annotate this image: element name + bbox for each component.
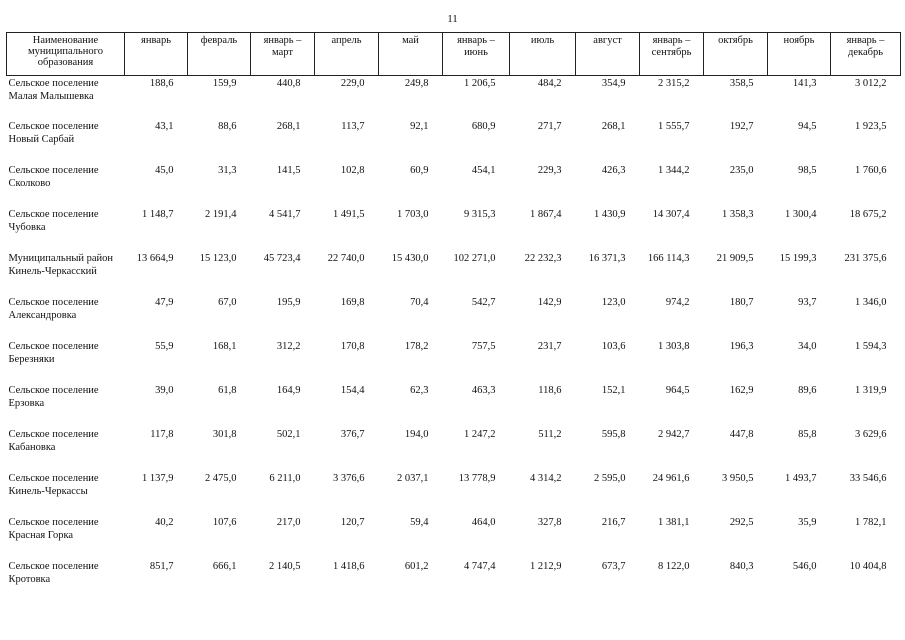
municipality-name: Александровка [8,310,77,321]
value-cell: 118,6 [538,385,562,396]
value-cell: 1 782,1 [855,517,887,528]
value-cell: 1 703,0 [397,209,429,220]
value-cell: 15 123,0 [199,253,237,264]
municipality-name-cell [7,340,125,384]
table-row [7,340,901,384]
value-cell: 188,6 [149,78,174,89]
table-row [7,208,901,252]
municipality-name-cell [7,76,125,121]
value-cell: 601,2 [404,561,429,572]
value-cell: 34,0 [798,341,817,352]
value-cell: 45 723,4 [263,253,301,264]
column-header: январь – март [251,33,315,76]
value-cell: 152,1 [601,385,626,396]
column-header: июль [510,33,576,76]
column-header: январь [125,33,188,76]
municipality-type: Сельское поселение [8,297,99,308]
value-cell: 15 430,0 [391,253,429,264]
table-row [7,252,901,296]
value-cell: 89,6 [798,385,817,396]
value-cell: 98,5 [798,165,817,176]
municipality-name-cell [7,384,125,428]
value-cell: 1 430,9 [594,209,626,220]
value-cell: 102,8 [340,165,365,176]
value-cell: 4 541,7 [269,209,301,220]
municipality-name: Кабановка [8,442,56,453]
value-cell: 10 404,8 [849,561,887,572]
municipality-type: Муниципальный район [8,253,114,264]
value-cell: 1 303,8 [658,341,690,352]
value-cell: 542,7 [471,297,496,308]
value-cell: 22 740,0 [327,253,365,264]
value-cell: 426,3 [601,165,626,176]
value-cell: 292,5 [729,517,754,528]
value-cell: 35,9 [798,517,817,528]
value-cell: 595,8 [601,429,626,440]
value-cell: 231,7 [537,341,562,352]
municipality-name-cell [7,252,125,296]
value-cell: 3 376,6 [333,473,365,484]
value-cell: 447,8 [729,429,754,440]
value-cell: 178,2 [404,341,429,352]
value-cell: 673,7 [601,561,626,572]
value-cell: 170,8 [340,341,365,352]
value-cell: 85,8 [798,429,817,440]
value-cell: 194,0 [404,429,429,440]
value-cell: 3 629,6 [855,429,887,440]
value-cell: 88,6 [218,121,237,132]
value-cell: 120,7 [340,517,365,528]
value-cell: 70,4 [410,297,429,308]
value-cell: 196,3 [729,341,754,352]
column-header: Наименование муниципального образования [7,33,125,76]
value-cell: 376,7 [340,429,365,440]
municipality-name: Чубовка [8,222,46,233]
value-cell: 229,0 [340,78,365,89]
table-row [7,428,901,472]
value-cell: 6 211,0 [269,473,301,484]
value-cell: 169,8 [340,297,365,308]
value-cell: 142,9 [537,297,562,308]
value-cell: 440,8 [276,78,301,89]
value-cell: 141,3 [792,78,817,89]
value-cell: 103,6 [601,341,626,352]
value-cell: 327,8 [537,517,562,528]
municipality-name: Сколково [8,178,51,189]
value-cell: 2 595,0 [594,473,626,484]
value-cell: 511,2 [538,429,562,440]
value-cell: 61,8 [218,385,237,396]
data-table [6,32,901,604]
value-cell: 47,9 [155,297,174,308]
value-cell: 62,3 [410,385,429,396]
value-cell: 1 493,7 [785,473,817,484]
municipality-type: Сельское поселение [8,209,99,220]
municipality-name-cell [7,428,125,472]
value-cell: 268,1 [601,121,626,132]
value-cell: 502,1 [276,429,301,440]
value-cell: 14 307,4 [652,209,690,220]
value-cell: 231 375,6 [844,253,887,264]
value-cell: 15 199,3 [779,253,817,264]
table-row [7,164,901,208]
value-cell: 55,9 [155,341,174,352]
municipality-type: Сельское поселение [8,517,99,528]
value-cell: 13 778,9 [458,473,496,484]
value-cell: 1 418,6 [333,561,365,572]
value-cell: 268,1 [276,121,301,132]
value-cell: 301,8 [212,429,237,440]
municipality-name-cell [7,164,125,208]
value-cell: 107,6 [212,517,237,528]
value-cell: 113,7 [341,121,365,132]
value-cell: 43,1 [155,121,174,132]
value-cell: 2 475,0 [205,473,237,484]
value-cell: 117,8 [150,429,174,440]
value-cell: 59,4 [410,517,429,528]
value-cell: 2 140,5 [269,561,301,572]
municipality-name: Новый Сарбай [8,134,75,145]
value-cell: 312,2 [276,341,301,352]
municipality-name-cell [7,516,125,560]
value-cell: 1 300,4 [785,209,817,220]
value-cell: 1 319,9 [855,385,887,396]
municipality-type: Сельское поселение [8,473,99,484]
municipality-type: Сельское поселение [8,165,99,176]
value-cell: 1 247,2 [464,429,496,440]
value-cell: 974,2 [665,297,690,308]
table-row [7,560,901,604]
value-cell: 94,5 [798,121,817,132]
value-cell: 93,7 [798,297,817,308]
value-cell: 9 315,3 [464,209,496,220]
municipality-name: Кинель-Черкассы [8,486,88,497]
value-cell: 1 594,3 [855,341,887,352]
value-cell: 164,9 [276,385,301,396]
value-cell: 1 137,9 [142,473,174,484]
column-header: февраль [188,33,251,76]
value-cell: 1 923,5 [855,121,887,132]
value-cell: 249,8 [404,78,429,89]
table-row [7,384,901,428]
value-cell: 454,1 [471,165,496,176]
value-cell: 484,2 [537,78,562,89]
municipality-name: Кинель-Черкасский [8,266,97,277]
value-cell: 546,0 [792,561,817,572]
value-cell: 3 012,2 [855,78,887,89]
value-cell: 680,9 [471,121,496,132]
column-header: август [576,33,640,76]
value-cell: 964,5 [665,385,690,396]
table-row [7,472,901,516]
municipality-name-cell [7,560,125,604]
value-cell: 2 315,2 [658,78,690,89]
municipality-name: Ерзовка [8,398,45,409]
municipality-type: Сельское поселение [8,341,99,352]
value-cell: 162,9 [729,385,754,396]
value-cell: 229,3 [537,165,562,176]
column-header: январь – июнь [443,33,510,76]
municipality-name-cell [7,120,125,164]
value-cell: 123,0 [601,297,626,308]
value-cell: 216,7 [601,517,626,528]
table-body [7,76,901,605]
value-cell: 757,5 [471,341,496,352]
value-cell: 180,7 [729,297,754,308]
value-cell: 192,7 [729,121,754,132]
column-header: май [379,33,443,76]
value-cell: 235,0 [729,165,754,176]
value-cell: 60,9 [410,165,429,176]
value-cell: 195,9 [276,297,301,308]
value-cell: 217,0 [276,517,301,528]
value-cell: 1 760,6 [855,165,887,176]
value-cell: 851,7 [149,561,174,572]
value-cell: 1 346,0 [855,297,887,308]
value-cell: 2 037,1 [397,473,429,484]
value-cell: 159,9 [212,78,237,89]
value-cell: 271,7 [537,121,562,132]
value-cell: 33 546,6 [849,473,887,484]
municipality-name-cell [7,208,125,252]
value-cell: 1 206,5 [464,78,496,89]
value-cell: 67,0 [218,297,237,308]
value-cell: 4 314,2 [530,473,562,484]
municipality-type: Сельское поселение [8,385,99,396]
table-row [7,516,901,560]
value-cell: 2 942,7 [658,429,690,440]
value-cell: 354,9 [601,78,626,89]
municipality-type: Сельское поселение [8,78,99,89]
table-row [7,76,901,121]
value-cell: 1 491,5 [333,209,365,220]
value-cell: 1 555,7 [658,121,690,132]
value-cell: 8 122,0 [658,561,690,572]
value-cell: 463,3 [471,385,496,396]
value-cell: 3 950,5 [722,473,754,484]
page-number: 11 [447,13,458,25]
value-cell: 1 358,3 [722,209,754,220]
column-header: апрель [315,33,379,76]
value-cell: 40,2 [155,517,174,528]
value-cell: 154,4 [340,385,365,396]
municipality-type: Сельское поселение [8,561,99,572]
value-cell: 1 148,7 [142,209,174,220]
column-header: октябрь [704,33,768,76]
value-cell: 45,0 [155,165,174,176]
value-cell: 1 212,9 [530,561,562,572]
value-cell: 464,0 [471,517,496,528]
column-header: январь – сентябрь [640,33,704,76]
value-cell: 166 114,3 [647,253,690,264]
municipality-name: Красная Горка [8,530,74,541]
value-cell: 840,3 [729,561,754,572]
table-header-row [7,33,901,76]
value-cell: 1 381,1 [658,517,690,528]
municipality-name: Малая Малышевка [8,91,94,102]
table-row [7,296,901,340]
municipality-name-cell [7,296,125,340]
value-cell: 666,1 [212,561,237,572]
municipality-type: Сельское поселение [8,429,99,440]
column-header: ноябрь [768,33,831,76]
value-cell: 4 747,4 [464,561,496,572]
value-cell: 1 867,4 [530,209,562,220]
value-cell: 21 909,5 [716,253,754,264]
value-cell: 18 675,2 [849,209,887,220]
value-cell: 31,3 [218,165,237,176]
value-cell: 39,0 [155,385,174,396]
value-cell: 102 271,0 [453,253,496,264]
municipality-name-cell [7,472,125,516]
table-row [7,120,901,164]
value-cell: 22 232,3 [524,253,562,264]
value-cell: 92,1 [410,121,429,132]
value-cell: 2 191,4 [205,209,237,220]
value-cell: 1 344,2 [658,165,690,176]
column-header: январь – декабрь [831,33,901,76]
value-cell: 13 664,9 [136,253,174,264]
municipality-type: Сельское поселение [8,121,99,132]
municipality-name: Кротовка [8,574,51,585]
value-cell: 16 371,3 [588,253,626,264]
value-cell: 24 961,6 [652,473,690,484]
value-cell: 358,5 [729,78,754,89]
value-cell: 168,1 [212,341,237,352]
value-cell: 141,5 [276,165,301,176]
municipality-name: Березняки [8,354,55,365]
